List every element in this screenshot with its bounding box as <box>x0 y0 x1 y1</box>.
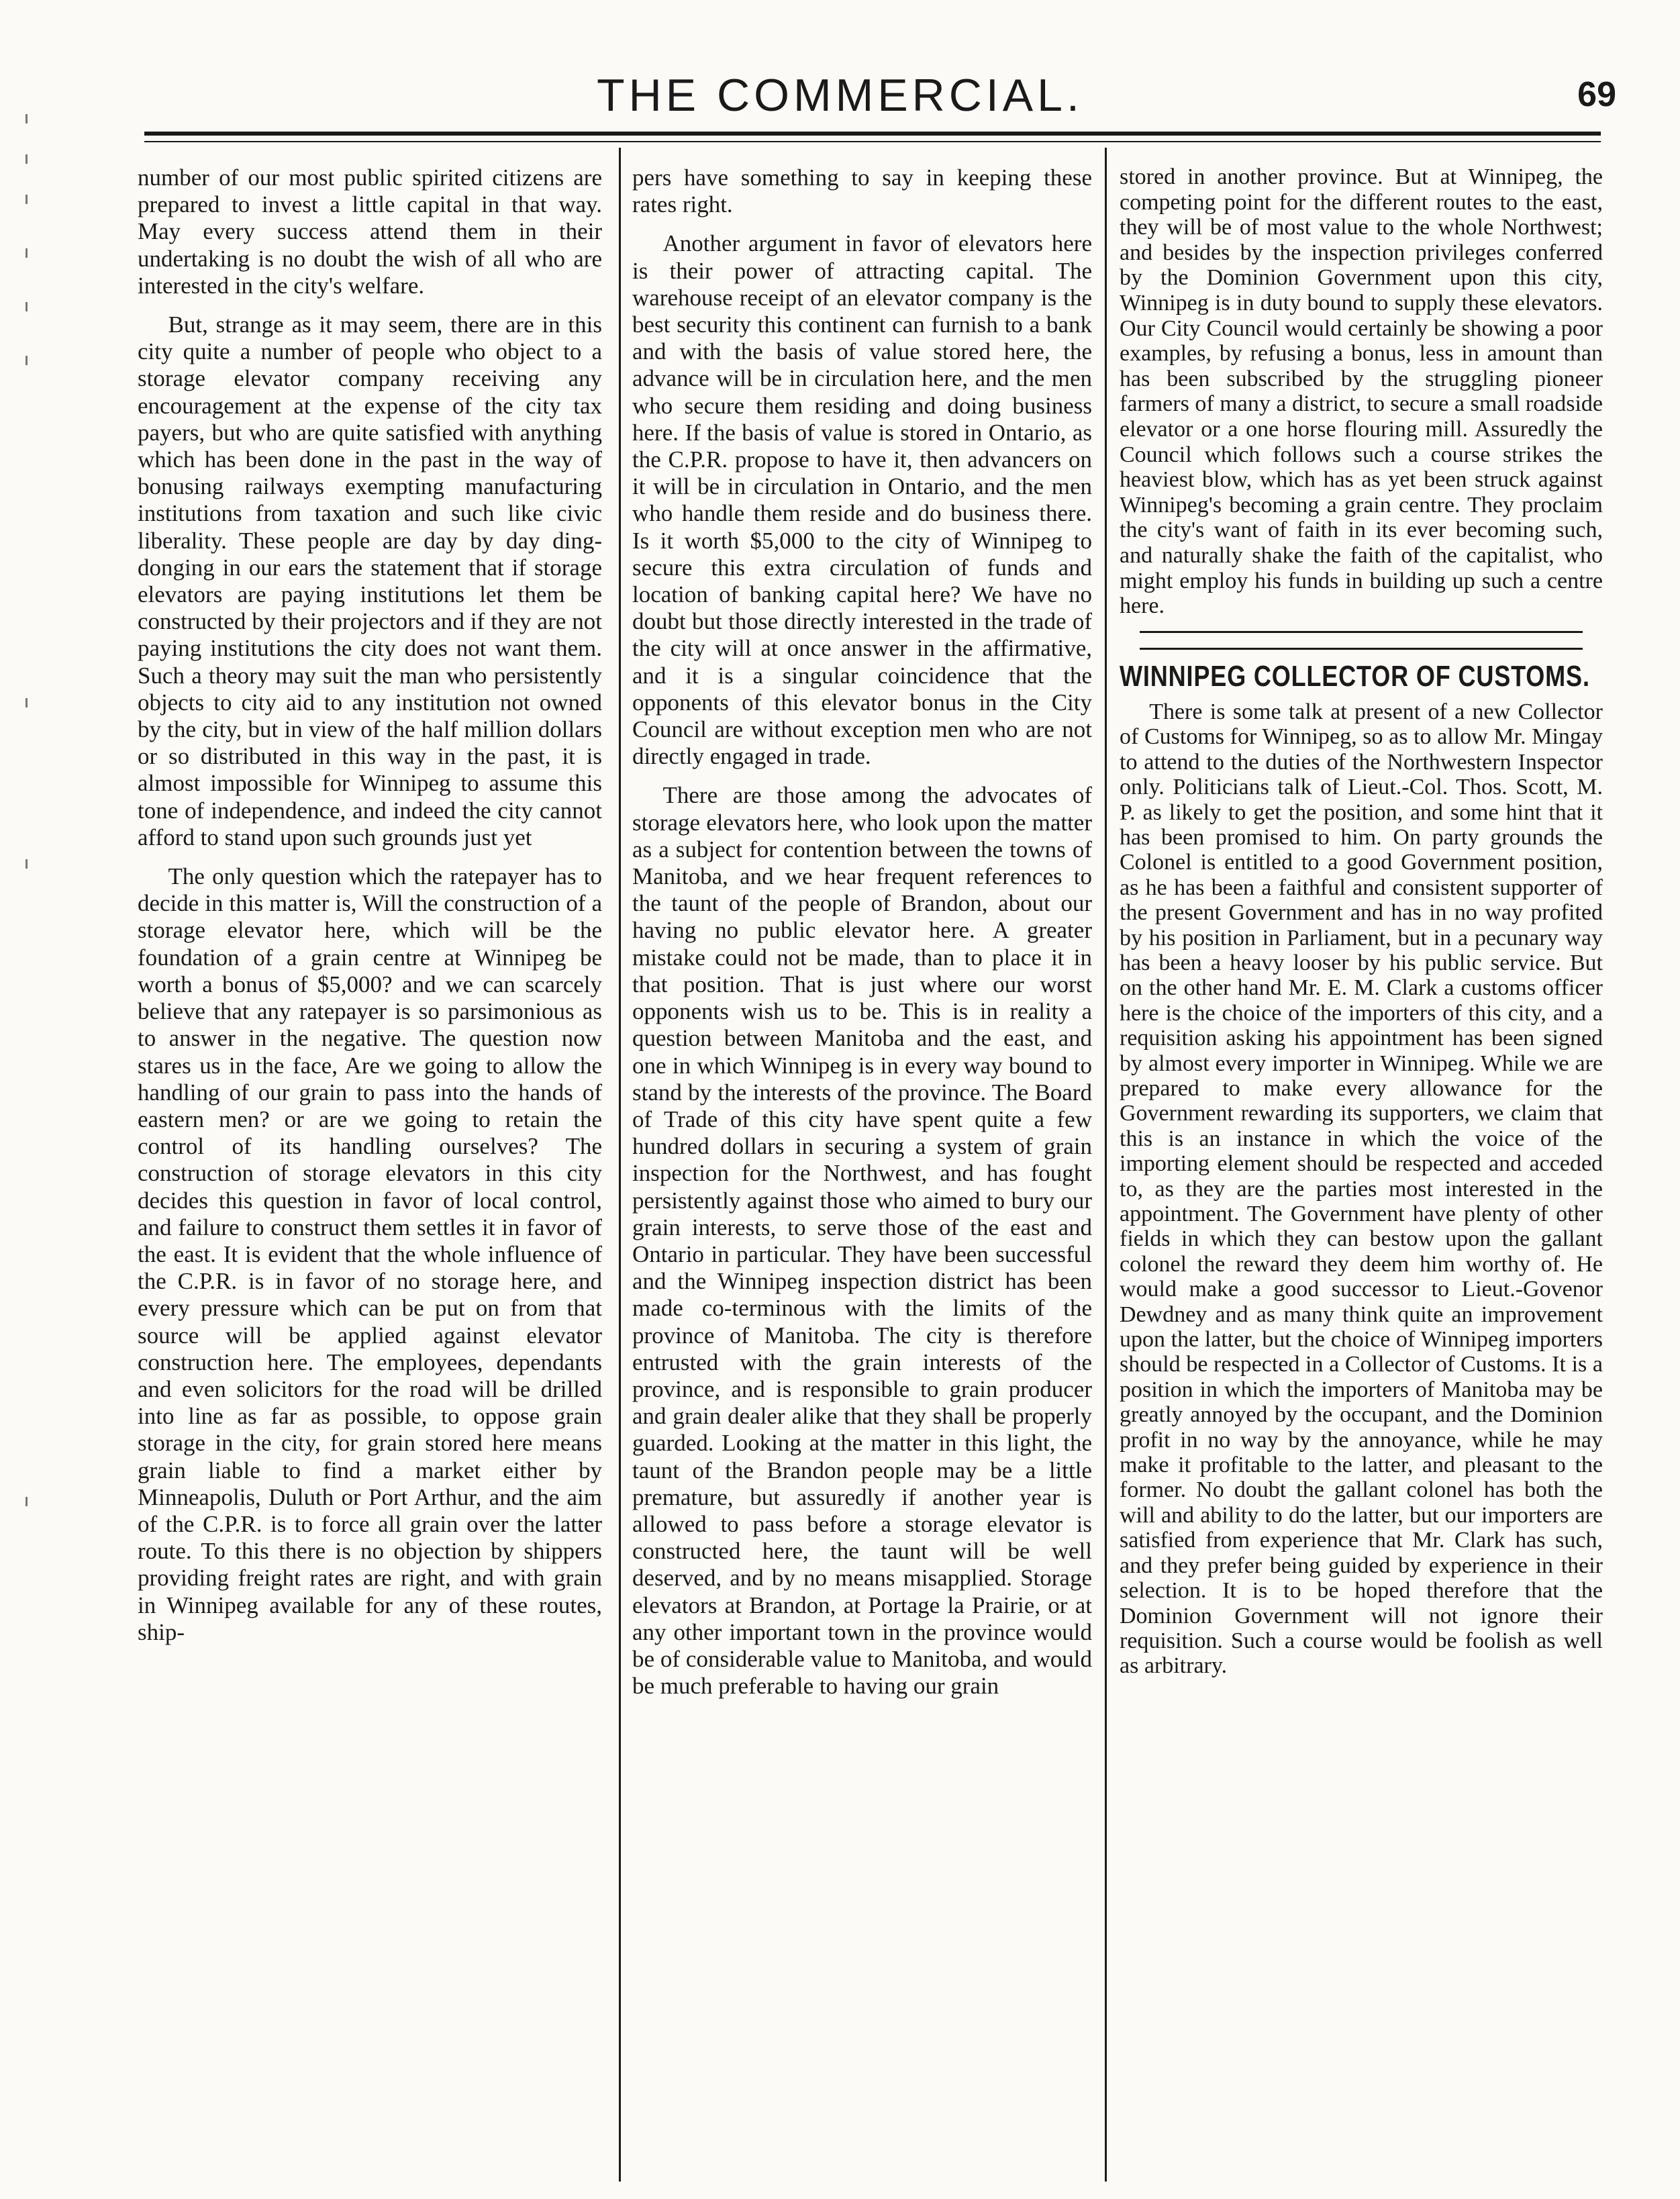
header-rule-thin <box>144 141 1601 142</box>
header-rule-thick <box>144 132 1601 136</box>
section-divider <box>1140 631 1583 650</box>
article-paragraph: pers have something to say in keeping these rates right. <box>632 164 1092 218</box>
column-3 <box>1120 164 1603 2171</box>
column-separator-1 <box>619 148 621 2182</box>
section-heading: WINNIPEG COLLECTOR OF CUSTOMS. <box>1120 659 1590 693</box>
article-paragraph: Another argument in favor of elevators here is their power of attracting capital. The warehouse receipt of an elevator company is the best security this continent can furnish to a bank and with the basis of value stored here, the advance will be in circulation here, and the men who secure them residing and doing business here. If the basis of value is stored in Ontario, as the C.P.R. propose to have it, then advancers on it will be in circulation in Ontario, and the men who handle them reside and do business there. Is it worth $5,000 to the city of Winnipeg to secure this extra circulation of funds and location of banking capital here? We have no doubt but those directly interested in the trade of the city will at once answer in the affirmative, and it is a singular coincidence that the opponents of this elevator bonus in the City Council are without exception men who are not directly engaged in trade. <box>632 230 1092 770</box>
article-continuation <box>1120 164 1603 619</box>
column-1 <box>138 164 602 2171</box>
article-paragraph: The only question which the ratepayer has to decide in this matter is, Will the construction of a storage elevator here, which will be the foundation of a grain centre at Winnipeg be worth a bonus of $5,000? and we can scarcely believe that any ratepayer is so parsimonious as to answer in the negative. The question now stares us in the face, Are we going to allow the handling of our grain to pass into the hands of eastern men? or are we going to retain the control of its handling ourselves? The construction of storage elevators in this city decides this question in favor of local control, and failure to construct them settles it in favor of the east. It is evident that the whole influence of the C.P.R. is in favor of no storage here, and every pressure which can be put on from that source will be applied against elevator construction here. The employees, dependants and even solicitors for the road will be drilled into line as far as possible, to oppose grain storage in the city, for grain stored here means grain liable to find a market either by Minneapolis, Duluth or Port Arthur, and the aim of the C.P.R. is to force all grain over the latter route. To this there is no objection by shippers providing freight rates are right, and with grain in Winnipeg available for any of these routes, ship- <box>138 863 602 1645</box>
publication-title: THE COMMERCIAL. <box>597 70 1083 121</box>
page-header <box>0 62 1680 122</box>
article-paragraph: stored in another province. But at Winnipeg, the competing point for the different routes to the east, they will be of most value to the whole Northwest; and besides by the inspection privileges conferred by the Dominion Government upon this city, Winnipeg is in duty bound to supply these elevators. Our City Council would certainly be showing a poor examples, by refusing a bonus, less in amount than has been subscribed by the struggling pioneer farmers of many a district, to secure a small roadside elevator or a one horse flouring mill. Assuredly the Council which follows such a course strikes the heaviest blow, which has as yet been struck against Winnipeg's becoming a grain centre. They proclaim the city's want of faith in its ever becoming such, and naturally shake the faith of the capitalist, who might employ his funds in building up such a centre here. <box>1120 164 1603 619</box>
margin-marks <box>20 114 34 1457</box>
article-paragraph: But, strange as it may seem, there are in this city quite a number of people who object to a storage elevator company receiving any encouragement at the expense of the city tax payers, but who are quite satisfied with anything which has been done in the past in the way of bonusing railways exempting manufacturing institutions from taxation and such like civic liberality. These people are day by day ding-donging in our ears the statement that if storage elevators are paying institutions let them be constructed by their projectors and if they are not paying institutions the city does not want them. Such a theory may suit the man who persistently objects to city aid to any institution not owned by the city, but in view of the half million dollars or so distributed in this way in the past, it is almost impossible for Winnipeg to assume this tone of independence, and indeed the city cannot afford to stand upon such grounds just yet <box>138 311 602 850</box>
article-paragraph: There are those among the advocates of storage elevators here, who look upon the matter as a subject for contention between the towns of Manitoba, and we hear frequent references to the taunt of the people of Brandon, about our having no public elevator here. A greater mistake could not be made, than to place it in that position. That is just where our worst opponents wish us to be. This is in reality a question between Manitoba and the east, and one in which Winnipeg is in every way bound to stand by the interests of the province. The Board of Trade of this city have spent quite a few hundred dollars in securing a system of grain inspection for the Northwest, and has fought persistently against those who aimed to bury our grain interests, to serve those of the east and Ontario in particular. They have been successful and the Winnipeg inspection district has been made co-terminous with the limits of the province of Manitoba. The city is therefore entrusted with the grain interests of the province, and is responsible to grain producer and grain dealer alike that they shall be properly guarded. Looking at the matter in this light, the taunt of the Brandon people may be a little premature, but assuredly if another year is allowed to pass before a storage elevator is constructed here, the taunt will be well deserved, and by no means misapplied. Storage elevators at Brandon, at Portage la Prairie, or at any other important town in the province would be of considerable value to Manitoba, and would be much preferable to having our grain <box>632 782 1092 1700</box>
column-separator-2 <box>1105 148 1107 2182</box>
article-paragraph: number of our most public spirited citizens are prepared to invest a little capital in that way. May every success attend them in their undertaking is no doubt the wish of all who are interested in the city's welfare. <box>138 164 602 299</box>
page-number: 69 <box>1577 75 1616 114</box>
column-2 <box>632 164 1092 2171</box>
article-customs <box>1120 699 1603 1679</box>
article-paragraph: There is some talk at present of a new Collector of Customs for Winnipeg, so as to allow Mr. Mingay to attend to the duties of the Northwestern Inspector only. Politicians talk of Lieut.-Col. Thos. Scott, M. P. as likely to get the position, and some hint that it has been promised to him. On party grounds the Colonel is entitled to a good Government position, as he has been a faithful and consistent supporter of the present Government and has in no way profited by his position in Parliament, but in a pecunary way has been a heavy looser by his public service. But on the other hand Mr. E. M. Clark a customs officer here is the choice of the importers of this city, and a requisition asking his appointment has been signed by almost every importer in Winnipeg. While we are prepared to make every allowance for the Government rewarding its supporters, we claim that this is an instance in which the voice of the importing element should be respected and acceded to, as they are the parties most interested in the appointment. The Government have plenty of other fields in which they can bestow upon the gallant colonel the reward they deem him worthy of. He would make a good successor to Lieut.-Govenor Dewdney and as many think quite an improvement upon the latter, but the choice of Winnipeg importers should be respected in a Collector of Customs. It is a position in which the importers of Manitoba may be greatly annoyed by the occupant, and the Dominion profit in no way by the annoyance, while he may make it profitable to the latter, and pleasant to the former. No doubt the gallant colonel has both the will and ability to do the latter, but our importers are satisfied from experience that Mr. Clark has such, and they prefer being guided by experience in their selection. It is to be hoped therefore that the Dominion Government will not ignore their requisition. Such a course would be foolish as well as arbitrary. <box>1120 699 1603 1679</box>
